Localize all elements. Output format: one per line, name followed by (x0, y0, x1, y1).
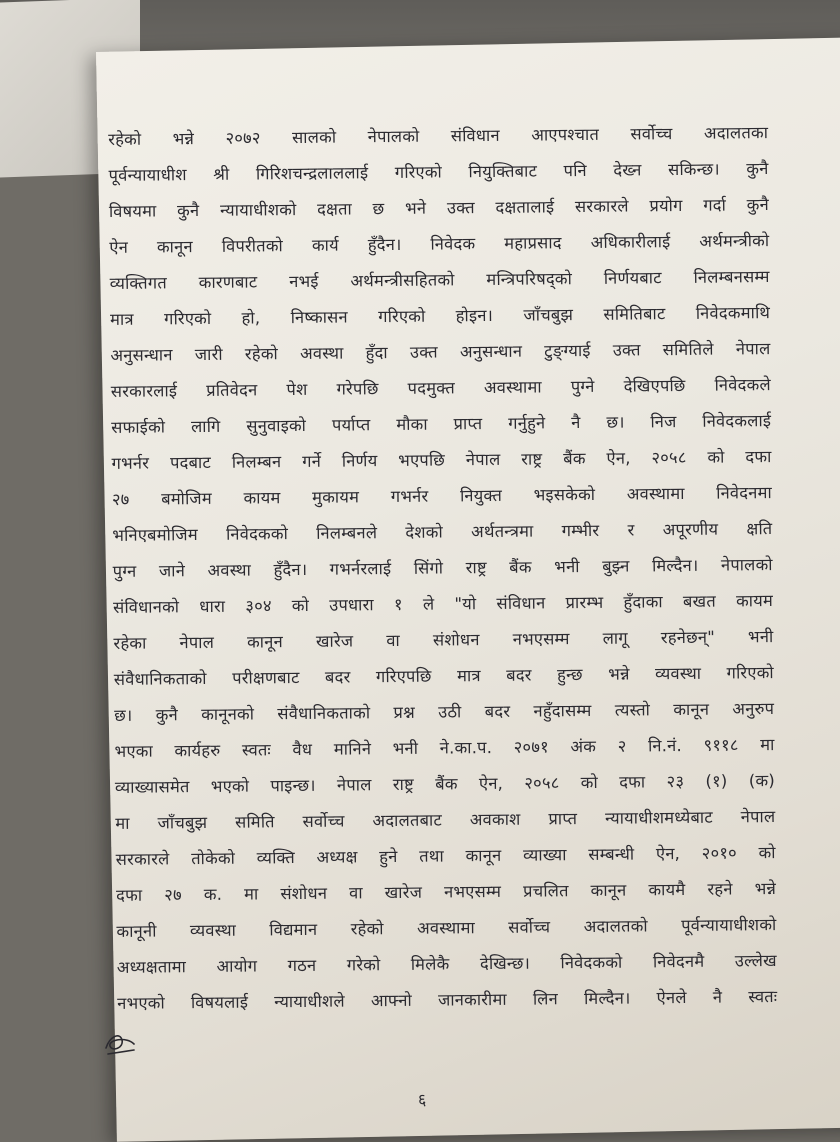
text-line-23: कानूनी व्यवस्था विद्यमान रहेको अवस्थामा सर्वोच्च अदालतको पूर्वन्यायाधीशको (116, 915, 777, 941)
text-line-11: २७ बमोजिम कायम मुकायम गभर्नर नियुक्त भइसकेको अवस्थामा निवेदनमा (111, 483, 773, 509)
text-line-8: सरकारलाई प्रतिवेदन पेश गरेपछि पदमुक्त अवस्थामा पुग्ने देखिएपछि निवेदकले (110, 375, 771, 401)
text-line-12: भनिएबमोजिम निवेदकको निलम्बनले देशको अर्थतन्त्रमा गम्भीर र अपूरणीय क्षति (112, 519, 773, 545)
text-line-15: रहेका नेपाल कानून खारेज वा संशोधन नभएसम्म लागू रहनेछन्" भनी (113, 627, 774, 653)
text-line-19: व्याख्यासमेत भएको पाइन्छ। नेपाल राष्ट्र बैंक ऐन, २०५८ को दफा २३ (१) (क) (114, 771, 776, 797)
text-line-10: गभर्नर पदबाट निलम्बन गर्ने निर्णय भएपछि नेपाल राष्ट्र बैंक ऐन, २०५८ को दफा (111, 447, 772, 473)
text-line-14: संविधानको धारा ३०४ को उपधारा १ ले "यो संविधान प्रारम्भ हुँदाका बखत कायम (112, 591, 774, 617)
text-line-20: मा जाँचबुझ समिति सर्वोच्च अदालतबाट अवकाश प्राप्त न्यायाधीशमध्येबाट नेपाल (115, 807, 776, 833)
text-line-16: संवैधानिकताको परीक्षणबाट बदर गरिएपछि मात्र बदर हुन्छ भन्ने व्यवस्था गरिएको (113, 663, 774, 689)
text-line-2: पूर्वन्यायाधीश श्री गिरिशचन्द्रलाललाई गरिएको नियुक्तिबाट पनि देख्न सकिन्छ। कुनै (108, 159, 769, 185)
body-text (108, 115, 777, 1022)
page-number: ६ (418, 1090, 427, 1109)
text-line-22: दफा २७ क. मा संशोधन वा खारेज नभएसम्म प्रचलित कानून कायमै रहने भन्ने (116, 879, 777, 905)
text-line-13: पुग्न जाने अवस्था हुँदैन। गभर्नरलाई सिंगो राष्ट्र बैंक भनी बुझ्न मिल्दैन। नेपालको (112, 555, 773, 581)
text-line-7: अनुसन्धान जारी रहेको अवस्था हुँदा उक्त अनुसन्धान टुङ्ग्याई उक्त समितिले नेपाल (110, 339, 771, 365)
text-line-5: व्यक्तिगत कारणबाट नभई अर्थमन्त्रीसहितको मन्त्रिपरिषद्को निर्णयबाट निलम्बनसम्म (109, 267, 770, 293)
text-line-6: मात्र गरिएको हो, निष्कासन गरिएको होइन। जाँचबुझ समितिबाट निवेदकमाथि (109, 303, 771, 329)
text-line-25: नभएको विषयलाई न्यायाधीशले आफ्नो जानकारीमा लिन मिल्दैन। ऐनले नै स्वतः (117, 987, 778, 1013)
text-line-18: भएका कार्यहरु स्वतः वैध मानिने भनी ने.का.प. २०७१ अंक २ नि.नं. ९११८ मा (114, 735, 775, 761)
text-line-24: अध्यक्षतामा आयोग गठन गरेको मिलेकै देखिन्छ। निवेदकको निवेदनमै उल्लेख (116, 951, 777, 977)
text-line-3: विषयमा कुनै न्यायाधीशको दक्षता छ भने उक्त दक्षतालाई सरकारले प्रयोग गर्दा कुनै (108, 195, 770, 221)
text-line-1: रहेको भन्ने २०७२ सालको नेपालको संविधान आएपश्चात सर्वोच्च अदालतका (108, 123, 769, 149)
text-line-9: सफाईको लागि सुनुवाइको पर्याप्त मौका प्राप्त गर्नुहुने नै छ। निज निवेदकलाई (111, 411, 772, 437)
text-line-17: छ। कुनै कानूनको संवैधानिकताको प्रश्न उठी बदर नहुँदासम्म त्यस्तो कानून अनुरुप (114, 699, 775, 725)
initials-signature-icon (100, 1022, 140, 1062)
text-line-21: सरकारले तोकेको व्यक्ति अध्यक्ष हुने तथा कानून व्याख्या सम्बन्धी ऐन, २०१० को (115, 843, 776, 869)
text-line-4: ऐन कानून विपरीतको कार्य हुँदैन। निवेदक महाप्रसाद अधिकारीलाई अर्थमन्त्रीको (109, 231, 770, 257)
